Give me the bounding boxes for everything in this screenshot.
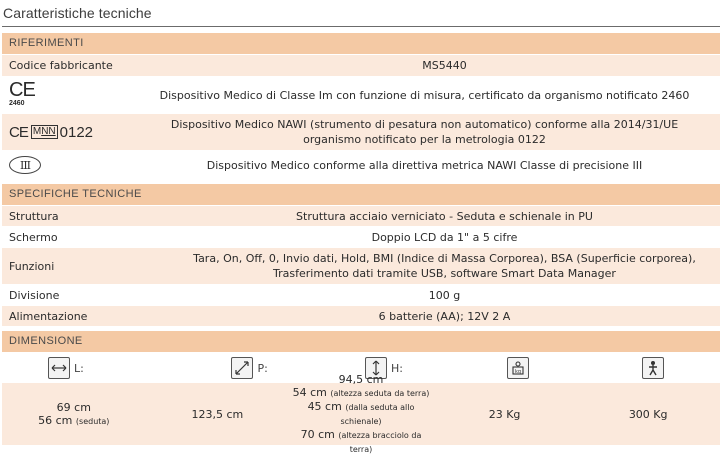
dim-width-value: 69 cm 56 cm (seduta) [38,400,110,427]
spec-value: Struttura acciaio verniciato - Seduta e schienale in PU [296,209,593,223]
page-title: Caratteristiche tecniche [2,0,720,27]
depth-arrow-icon [231,357,253,379]
spec-value: 100 g [428,288,461,302]
metrology-m-icon: MNN [32,126,56,137]
spec-label: Divisione [9,288,60,302]
spec-value: 6 batterie (AA); 12V 2 A [378,309,511,323]
ce-2460-text: Dispositivo Medico di Classe Im con funzione di misura, certificato da organismo notificato 2460 [159,88,690,102]
codice-value: MS5440 [422,59,467,72]
dim-height-value: 94,5 cm 54 cm (altezza seduta da terra) 45 cm (dalla seduta allo schienale) 70 cm (altezza bracciolo da terra) [292,372,430,454]
spec-label: Struttura [9,209,59,223]
section-dimensione-header: DIMENSIONE [2,331,720,353]
section-specifiche-header: SPECIFICHE TECNICHE [2,184,720,206]
height-label: H: [391,361,403,375]
nawi-mark [2,124,149,141]
dim-weight-value: 23 Kg [488,407,521,421]
row-codice-fabbricante [2,55,720,77]
person-max-load-icon [642,357,664,379]
row-alimentazione [2,306,720,327]
nawi-number: 0122 [59,123,94,141]
ce-nawi-icon: CE [9,123,28,141]
scale-weight-icon [507,357,529,379]
row-nawi [2,114,720,151]
ce-2460-mark [2,81,149,109]
class-iii-mark [2,156,149,174]
row-funzioni [2,248,720,285]
ce-number: 2460 [9,100,25,107]
spec-value: Doppio LCD da 1" a 5 cifre [371,230,518,244]
spec-label: Schermo [9,230,58,244]
tech-specs-page [2,0,720,454]
spec-label: Funzioni [9,259,55,273]
codice-label: Codice fabbricante [9,59,113,72]
row-schermo [2,227,720,248]
class-iii-icon: III [9,156,41,174]
dim-max-load-value: 300 Kg [628,407,668,421]
dimension-values-row [2,372,720,454]
class-iii-text: Dispositivo Medico conforme alla direttiva metrica NAWI Classe di precisione III [206,158,643,172]
ce-mark-icon: CE [9,79,35,101]
depth-label: P: [257,361,268,375]
row-class-iii [2,151,720,180]
width-label: L: [74,361,84,375]
width-arrows-icon [48,357,70,379]
section-riferimenti-header: RIFERIMENTI [2,33,720,55]
row-struttura [2,206,720,227]
row-divisione [2,285,720,306]
svg-text:kg: kg [515,369,522,375]
spec-label: Alimentazione [9,309,88,323]
dim-depth-value: 123,5 cm [191,407,244,421]
spec-value: Tara, On, Off, 0, Invio dati, Hold, BMI (Indice di Massa Corporea), BSA (Superficie corporea), Trasferimento dati tramite USB, software Smart Data Manager [193,252,696,280]
row-ce-2460 [2,77,720,114]
nawi-text: Dispositivo Medico NAWI (strumento di pesatura non automatico) conforme alla 2014/31/UE organismo notificato per la metrologia 0122 [170,118,679,146]
